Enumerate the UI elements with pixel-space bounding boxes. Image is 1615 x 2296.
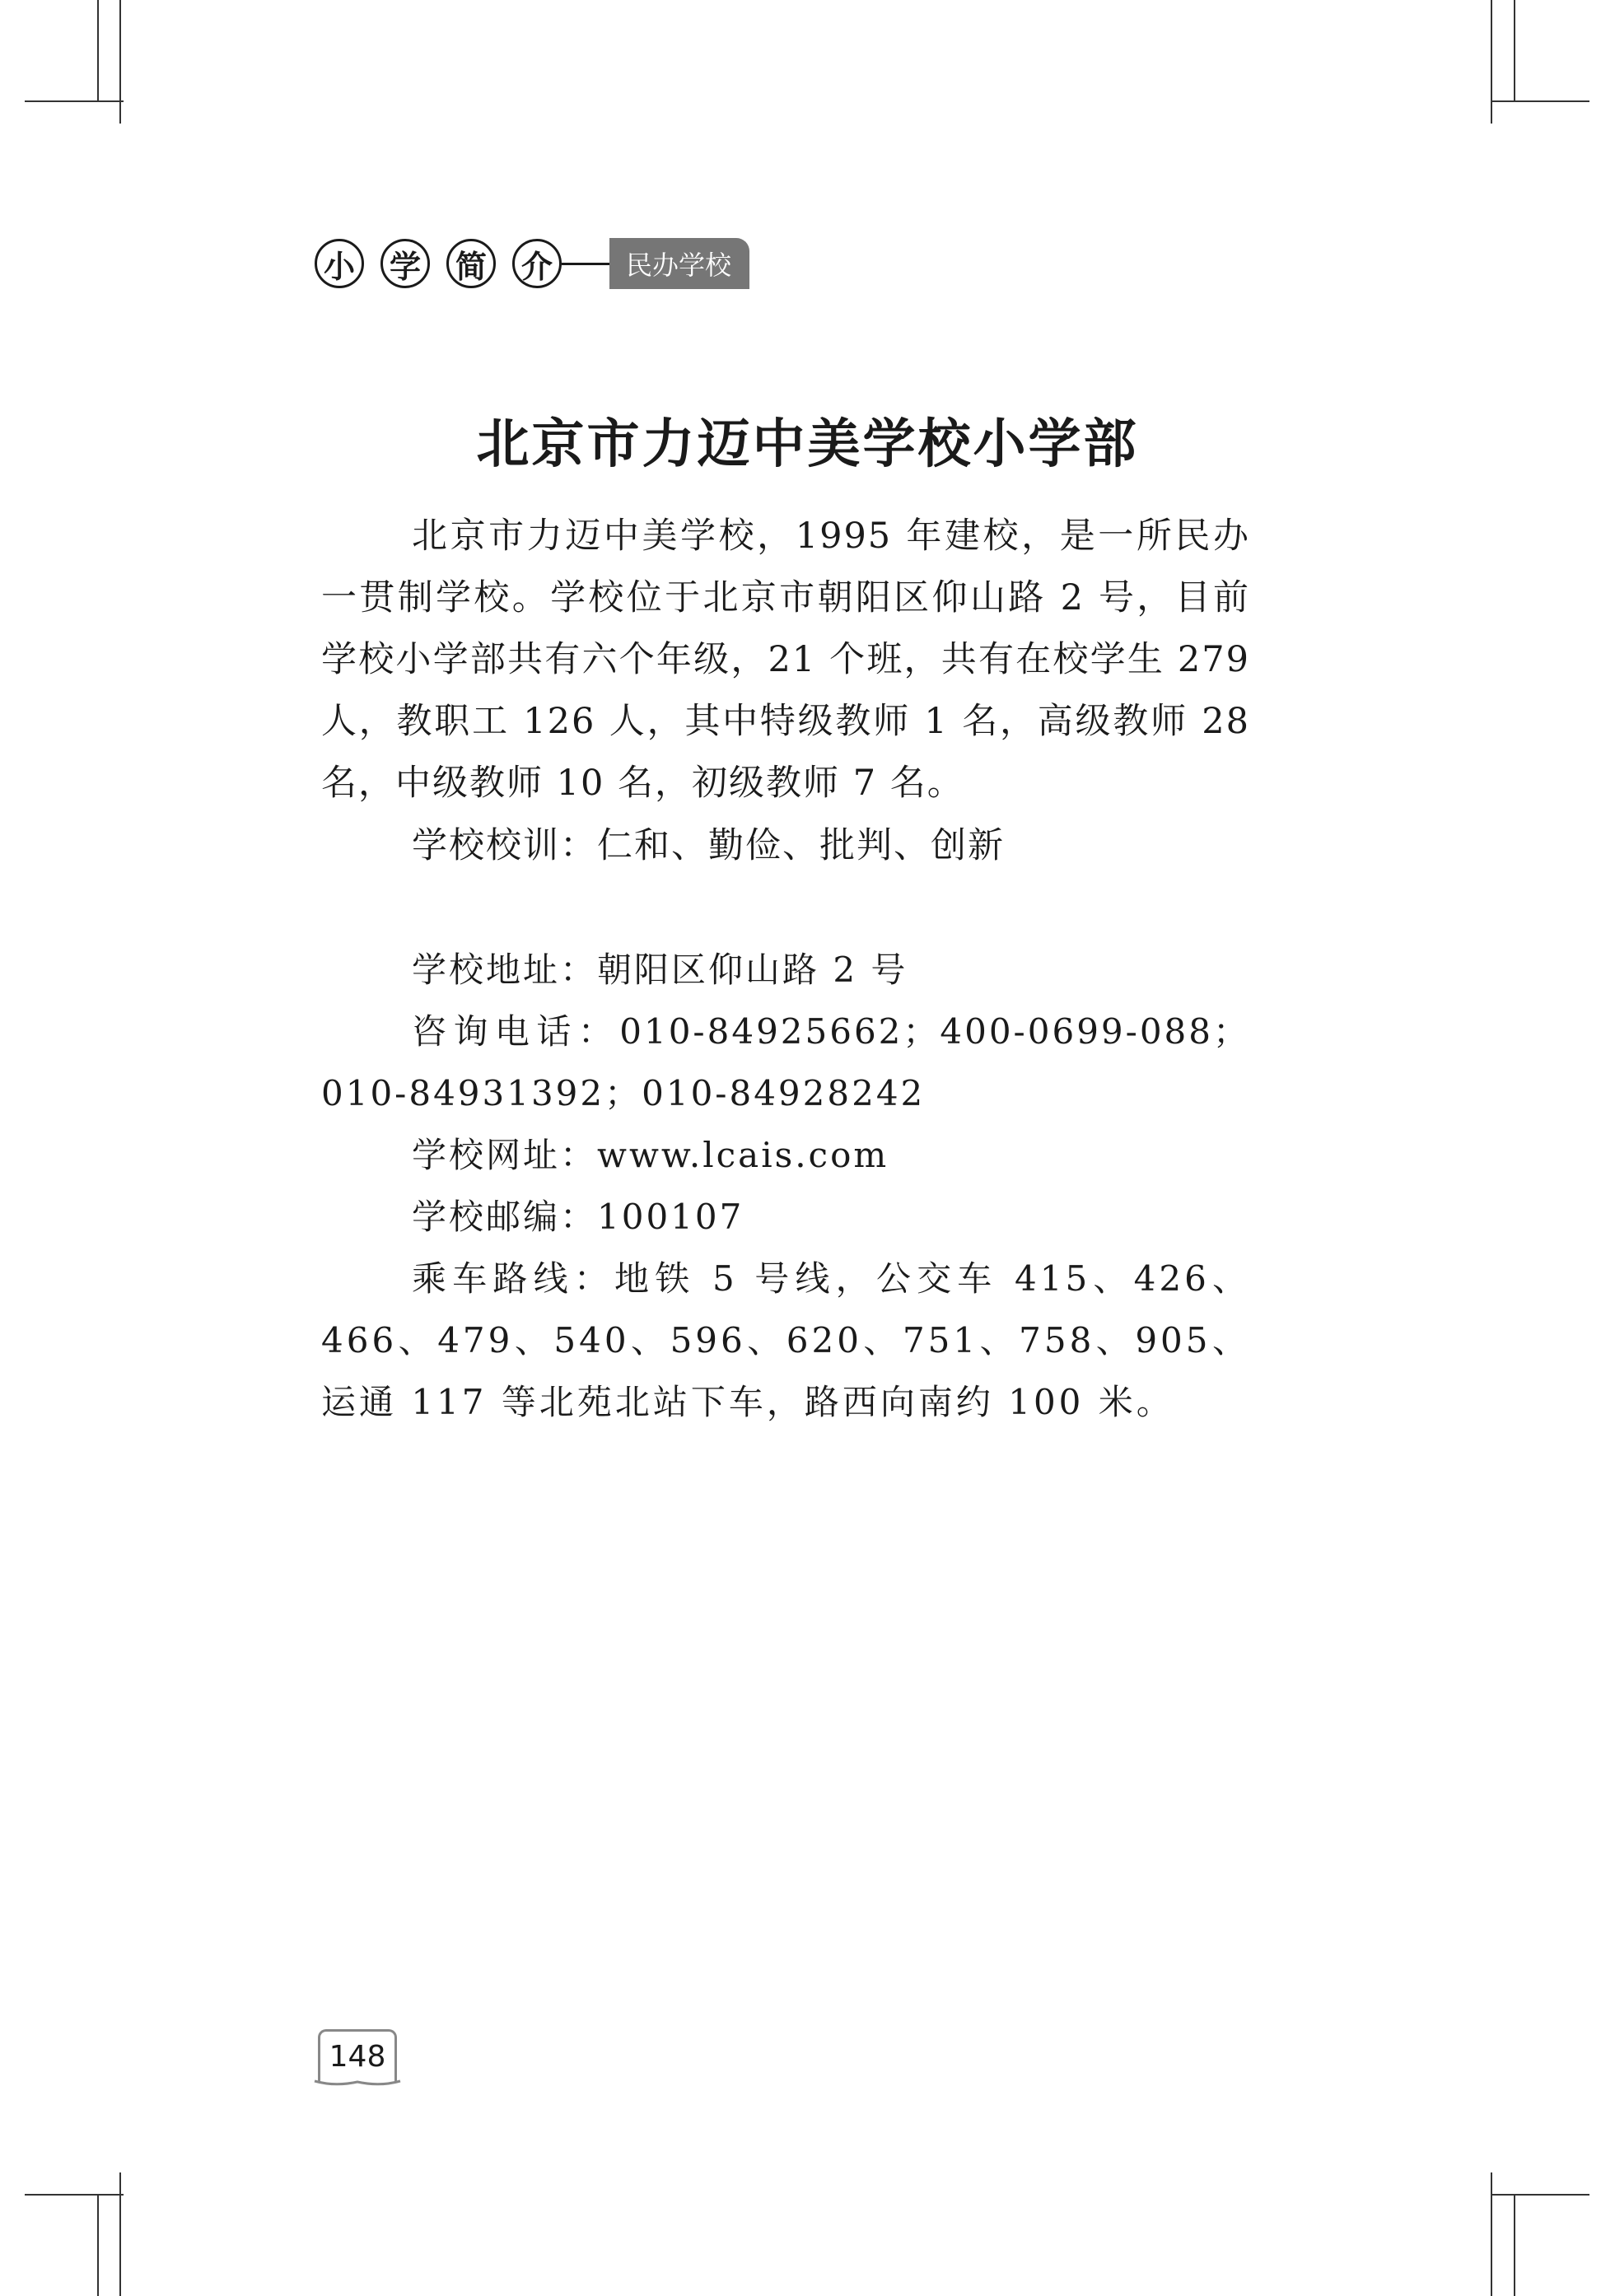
crop-mark bbox=[119, 2172, 121, 2296]
crop-mark bbox=[25, 2194, 124, 2196]
school-description: 北京市力迈中美学校，1995 年建校，是一所民办一贯制学校。学校位于北京市朝阳区仰山路 2 号，目前学校小学部共有六个年级，21 个班，共有在校学生 279 人，教职工 126 人，其中特级教师 1 名，高级教师 28 名，中级教师 10 名，初级教师 7 名。 bbox=[321, 516, 1250, 804]
school-website: 学校网址：www.lcais.com bbox=[412, 1135, 889, 1175]
book-icon bbox=[313, 2079, 402, 2088]
crop-mark bbox=[1491, 2172, 1492, 2296]
school-postcode: 学校邮编：100107 bbox=[412, 1197, 744, 1237]
school-motto: 学校校训：仁和、勤俭、批判、创新 bbox=[412, 825, 1005, 866]
page-number: 148 bbox=[318, 2029, 397, 2082]
section-char: 简 bbox=[446, 239, 496, 288]
section-char: 小 bbox=[315, 239, 364, 288]
section-header bbox=[315, 237, 749, 290]
crop-mark bbox=[1514, 2196, 1515, 2296]
school-address: 学校地址：朝阳区仰山路 2 号 bbox=[412, 950, 908, 990]
crop-mark bbox=[1514, 0, 1515, 100]
crop-mark bbox=[119, 0, 121, 124]
crop-mark bbox=[1491, 2194, 1589, 2196]
section-char: 学 bbox=[380, 239, 430, 288]
transit-route: 乘车路线：地铁 5 号线，公交车 415、426、466、479、540、596、620、751、758、905、运通 117 等北苑北站下车，路西向南约 100 米。 bbox=[321, 1258, 1250, 1422]
crop-mark bbox=[25, 100, 124, 102]
category-tag: 民办学校 bbox=[609, 238, 749, 289]
section-char: 介 bbox=[512, 239, 562, 288]
crop-mark bbox=[97, 2196, 99, 2296]
consult-phone: 咨询电话：010-84925662；400-0699-088；010-84931392；010-84928242 bbox=[321, 1011, 1250, 1113]
school-name-title: 北京市力迈中美学校小学部 bbox=[476, 414, 1139, 475]
crop-mark bbox=[1491, 100, 1589, 102]
crop-mark bbox=[97, 0, 99, 100]
header-connector-line bbox=[562, 263, 609, 265]
crop-mark bbox=[1491, 0, 1492, 124]
